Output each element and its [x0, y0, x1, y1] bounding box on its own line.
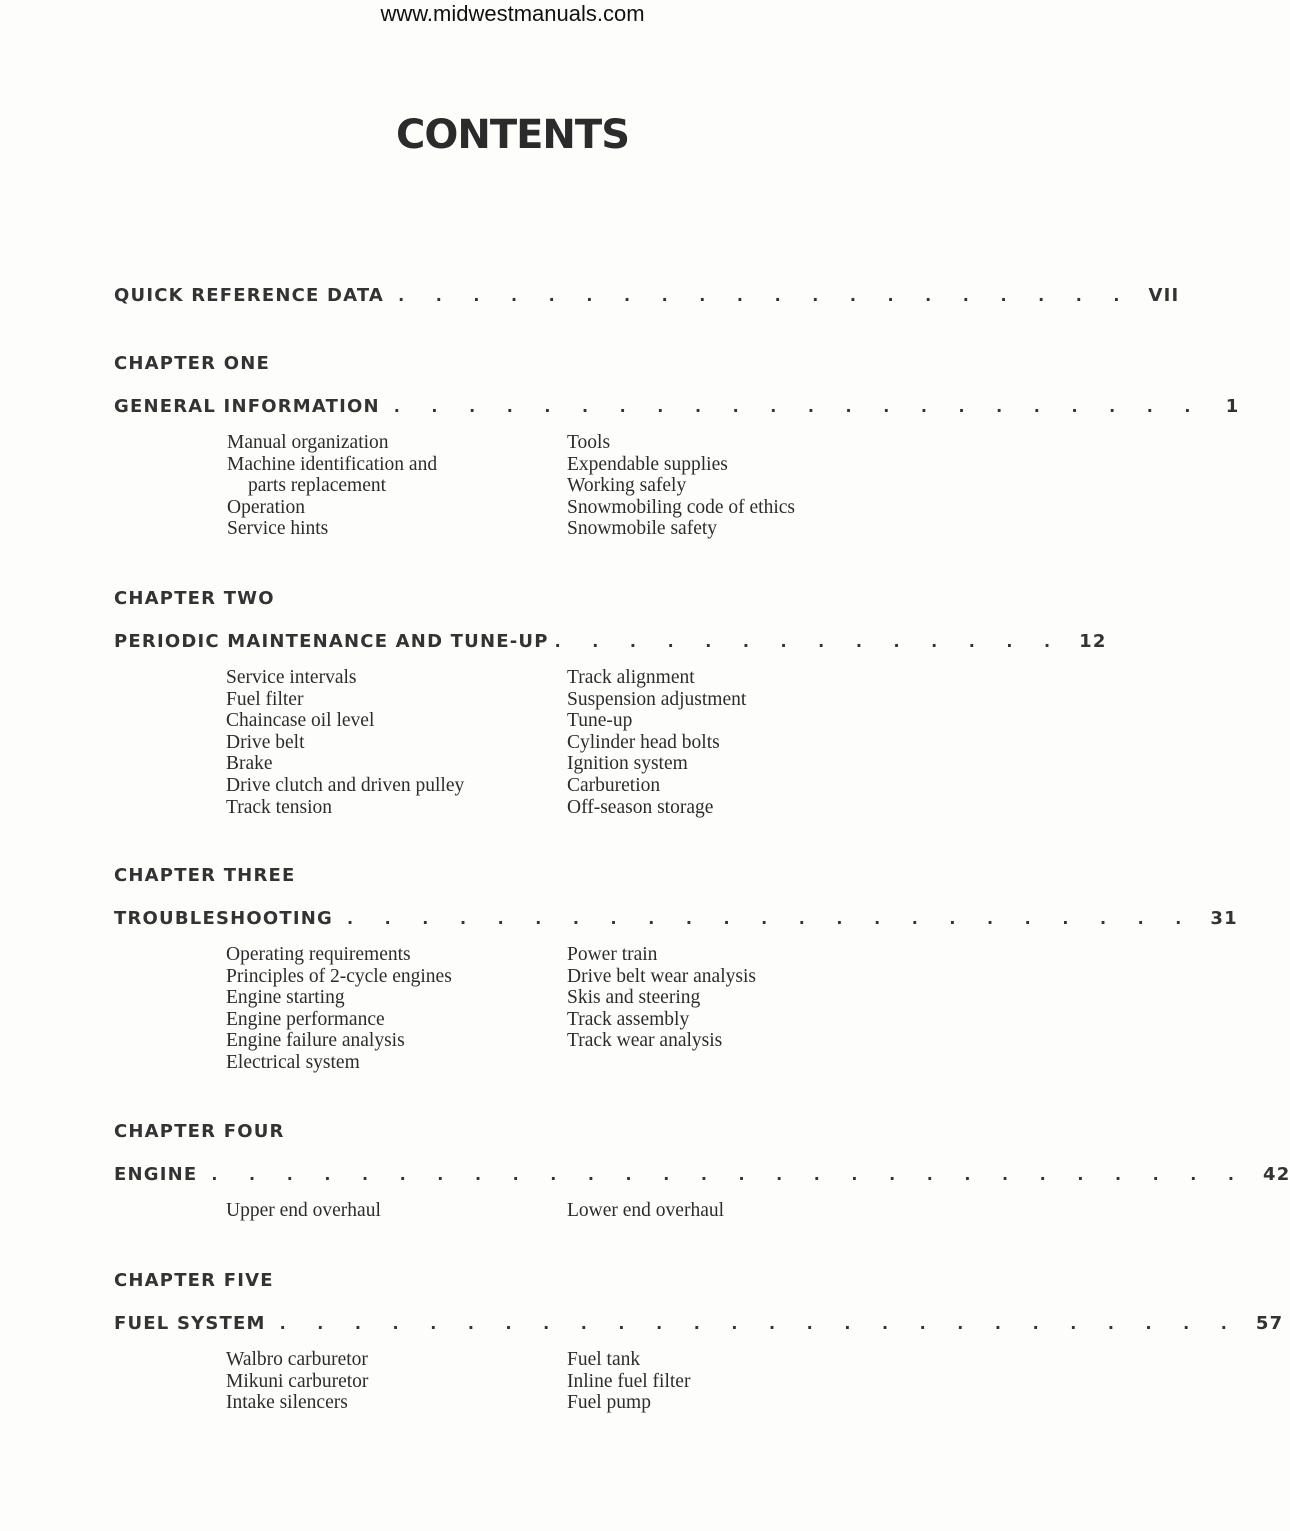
subtopic-list-right [567, 1200, 724, 1222]
list-item: Drive belt wear analysis [567, 965, 756, 987]
list-item: Service intervals [226, 667, 357, 688]
toc-page-number: 1 [1225, 396, 1240, 417]
subtopic-list-left [226, 944, 452, 1074]
dot-leader: . . . . . . . . . . . . . . . . . . . . . . . . . . . . [211, 1165, 1247, 1184]
list-item: Fuel pump [567, 1392, 651, 1414]
list-item: Cylinder head bolts [567, 731, 720, 753]
toc-page-number: VII [1148, 285, 1180, 306]
toc-page-number: 42 [1263, 1164, 1290, 1185]
subtopic-list-right [567, 432, 795, 540]
dot-leader: . . . . . . . . . . . . . . . . . . . . . . . . . . [279, 1314, 1240, 1333]
list-item: Inline fuel filter [567, 1370, 691, 1392]
list-item: Manual organization [227, 432, 389, 453]
list-item: Track wear analysis [567, 1030, 723, 1052]
chapter-label: CHAPTER FOUR [114, 1121, 285, 1142]
list-item: Machine identification and [227, 453, 438, 475]
toc-entry-general-information[interactable] [114, 396, 1240, 417]
list-item: Expendable supplies [567, 453, 728, 475]
list-item: Tools [567, 432, 611, 453]
toc-entry-title: PERIODIC MAINTENANCE AND TUNE-UP [114, 631, 549, 652]
subtopic-list-right [567, 1349, 690, 1414]
subtopic-list-left [226, 1349, 368, 1414]
subtopic-list-left [227, 432, 437, 540]
toc-entry-engine[interactable] [114, 1164, 1290, 1185]
list-item: Snowmobile safety [567, 518, 718, 540]
list-item: Track alignment [567, 667, 695, 688]
toc-entry-title: TROUBLESHOOTING [114, 908, 333, 929]
list-item: Engine starting [226, 987, 345, 1009]
list-item: Power train [567, 944, 658, 965]
list-item: Chaincase oil level [226, 710, 375, 732]
list-item: parts replacement [248, 475, 387, 497]
list-item: Operating requirements [226, 944, 411, 965]
list-item: Operation [227, 496, 305, 518]
header-url: www.midwestmanuals.com [380, 1, 645, 26]
toc-entry-title: FUEL SYSTEM [114, 1313, 266, 1334]
toc-entry-title: ENGINE [114, 1164, 198, 1185]
subtopic-list-right [567, 944, 756, 1052]
list-item: Track tension [226, 796, 332, 818]
chapter-label: CHAPTER THREE [114, 865, 296, 886]
list-item: Ignition system [567, 753, 688, 775]
list-item: Fuel filter [226, 688, 304, 710]
list-item: Suspension adjustment [567, 688, 747, 710]
dot-leader: . . . . . . . . . . . . . . . . . . . . [398, 286, 1133, 305]
subtopic-list-right [567, 667, 746, 818]
chapter-label: CHAPTER ONE [114, 353, 270, 374]
list-item: Off-season storage [567, 796, 714, 818]
list-item: Principles of 2-cycle engines [226, 965, 452, 987]
list-item: Tune-up [567, 710, 633, 732]
toc-page-number: 31 [1210, 908, 1238, 929]
list-item: Brake [226, 753, 273, 775]
dot-leader: . . . . . . . . . . . . . . [554, 632, 1064, 651]
list-item: Engine failure analysis [226, 1030, 405, 1052]
subtopic-list-left [226, 667, 464, 818]
list-item: Fuel tank [567, 1349, 641, 1370]
toc-entry-title: QUICK REFERENCE DATA [114, 285, 385, 306]
toc-entry-periodic-maintenance[interactable] [114, 631, 1107, 652]
dot-leader: . . . . . . . . . . . . . . . . . . . . . . [393, 397, 1204, 416]
list-item: Skis and steering [567, 987, 701, 1009]
toc-entry-fuel-system[interactable] [114, 1313, 1284, 1334]
list-item: Engine performance [226, 1008, 385, 1030]
toc-page-number: 12 [1079, 631, 1107, 652]
list-item: Mikuni carburetor [226, 1370, 369, 1392]
toc-page-number: 57 [1255, 1313, 1284, 1334]
chapter-label: CHAPTER FIVE [114, 1270, 274, 1291]
page-title: CONTENTS [395, 112, 629, 158]
list-item: Electrical system [226, 1051, 360, 1073]
dot-leader: . . . . . . . . . . . . . . . . . . . . . . . [347, 909, 1195, 928]
list-item: Carburetion [567, 774, 661, 796]
toc-entry-title: GENERAL INFORMATION [114, 396, 380, 417]
list-item: Track assembly [567, 1008, 690, 1030]
list-item: Snowmobiling code of ethics [567, 496, 796, 518]
list-item: Working safely [567, 475, 687, 497]
list-item: Drive belt [226, 731, 305, 753]
list-item: Walbro carburetor [226, 1349, 368, 1370]
chapter-label: CHAPTER TWO [114, 588, 275, 609]
list-item: Service hints [227, 518, 329, 540]
toc-entry-quick-reference[interactable] [114, 285, 1180, 306]
list-item: Drive clutch and driven pulley [226, 774, 465, 796]
toc-entry-troubleshooting[interactable] [114, 908, 1238, 929]
list-item: Intake silencers [226, 1392, 348, 1414]
subtopic-list-left [226, 1200, 381, 1222]
list-item: Upper end overhaul [226, 1200, 381, 1221]
list-item: Lower end overhaul [567, 1200, 725, 1221]
